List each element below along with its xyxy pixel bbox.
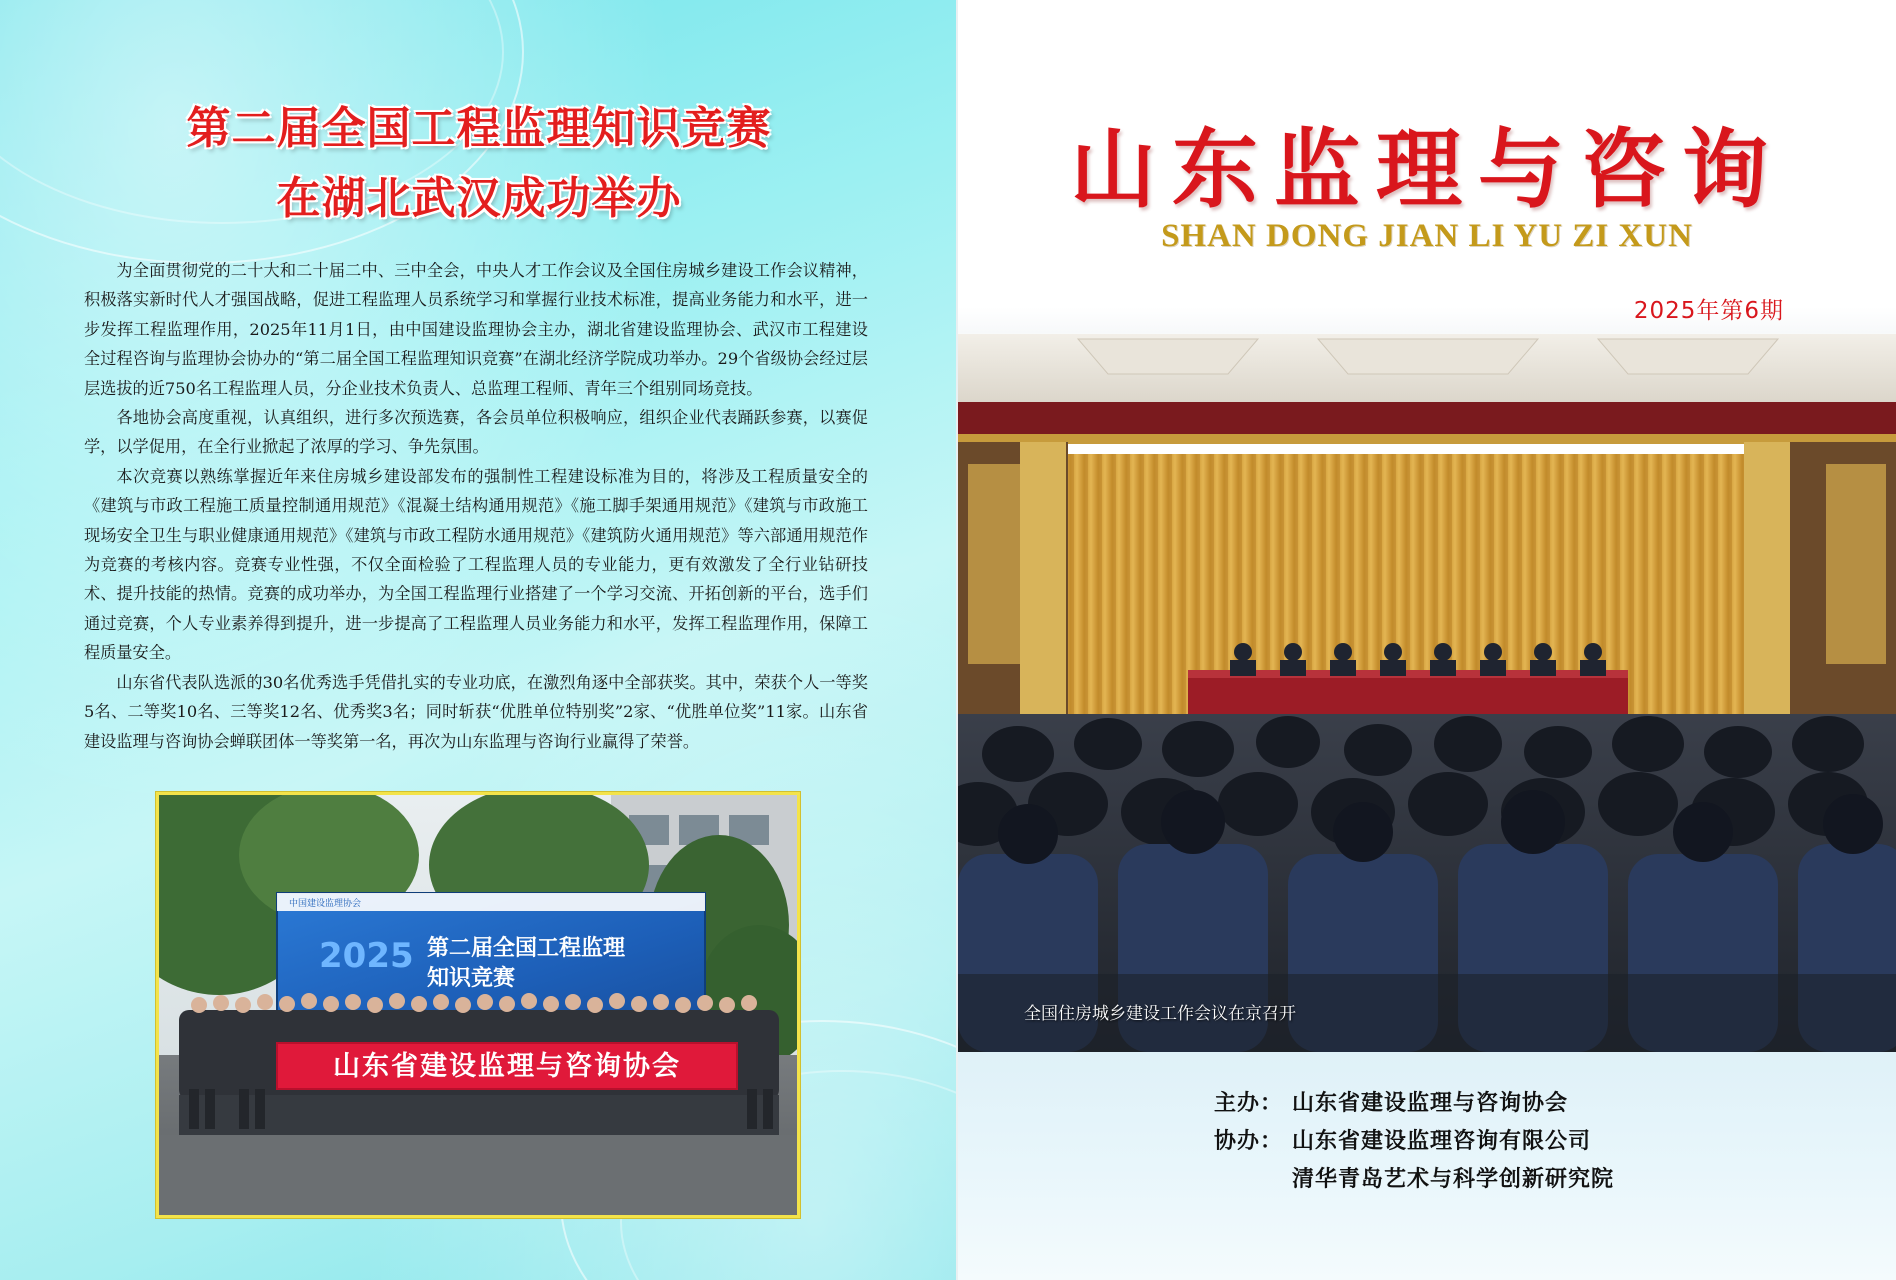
co-sponsor-name: 山东省建设监理咨询有限公司 bbox=[1292, 1128, 1592, 1154]
front-cover bbox=[958, 0, 1896, 1280]
article-paragraph: 本次竞赛以熟练掌握近年来住房城乡建设部发布的强制性工程建设标准为目的，将涉及工程质量安全的《建筑与市政工程施工质量控制通用规范》《混凝土结构通用规范》《施工脚手架通用规范》《建筑与市政施工现场安全卫生与职业健康通用规范》《建筑与市政工程防水通用规范》《建筑防火通用规范》等六部通用规范作为竞赛的考核内容。竞赛专业性强，不仅全面检验了工程监理人员的专业能力，更有效激发了全行业钻研技术、提升技能的热情。竞赛的成功举办，为全国工程监理行业搭建了一个学习交流、开拓创新的平台，选手们通过竞赛，个人专业素养得到提升，进一步提高了工程监理人员业务能力和水平，发挥工程监理作用，保障工程质量安全。 bbox=[84, 466, 868, 663]
issue-number: 2025年第6期 bbox=[1633, 298, 1784, 324]
board-year: 2025 bbox=[319, 936, 414, 976]
co-sponsor-name: 清华青岛艺术与科学创新研究院 bbox=[1292, 1166, 1615, 1192]
article-body bbox=[84, 256, 868, 756]
article-title-line2: 在湖北武汉成功举办 bbox=[276, 173, 682, 224]
board-title-line1: 第二届全国工程监理 bbox=[427, 936, 626, 961]
sponsor-name: 山东省建设监理与咨询协会 bbox=[1292, 1090, 1569, 1116]
co-sponsor-line bbox=[1214, 1124, 1591, 1155]
sponsor-line bbox=[1214, 1086, 1568, 1117]
board-org: 中国建设监理协会 bbox=[289, 899, 362, 909]
group-photo bbox=[156, 792, 800, 1218]
co-sponsor-line bbox=[1214, 1162, 1614, 1193]
article-paragraph: 为全面贯彻党的二十大和二十届二中、三中全会，中央人才工作会议及全国住房城乡建设工作会议精神，积极落实新时代人才强国战略，促进工程监理人员系统学习和掌握行业技术标准，提高业务能力和水平，进一步发挥工程监理作用，2025年11月1日，由中国建设监理协会主办，湖北省建设监理协会、武汉市工程建设全过程咨询与监理协会协办的“第二届全国工程监理知识竞赛”在湖北经济学院成功举办。29个省级协会经过层层选拔的近750名工程监理人员，分企业技术负责人、总监理工程师、青年三个组别同场竞技。 bbox=[84, 261, 868, 398]
photo-caption: 全国住房城乡建设工作会议在京召开 bbox=[1024, 1004, 1296, 1024]
conference-hall-illustration bbox=[958, 334, 1896, 1052]
group-photo-illustration bbox=[159, 795, 797, 1215]
magazine-title: 山东监理与咨询 bbox=[1070, 119, 1784, 220]
board-title-line2: 知识竞赛 bbox=[427, 966, 516, 991]
magazine-pinyin: SHAN DONG JIAN LI YU ZI XUN bbox=[1161, 218, 1693, 254]
article-paragraph: 山东省代表队选派的30名优秀选手凭借扎实的专业功底，在激烈角逐中全部获奖。其中，荣获个人一等奖5名、二等奖10名、三等奖12名、优秀奖3名；同时斩获“优胜单位特别奖”2家、“优胜单位奖”11家。山东省建设监理与咨询协会蝉联团体一等奖第一名，再次为山东监理与咨询行业赢得了荣誉。 bbox=[84, 672, 868, 751]
cover-photo bbox=[958, 334, 1896, 1052]
banner-text: 山东省建设监理与咨询协会 bbox=[333, 1051, 681, 1082]
co-sponsor-label: 协办： bbox=[1214, 1128, 1284, 1154]
article-title-line1: 第二届全国工程监理知识竞赛 bbox=[186, 103, 772, 154]
sponsor-label: 主办： bbox=[1214, 1090, 1284, 1116]
article-paragraph: 各地协会高度重视，认真组织，进行多次预选赛，各会员单位积极响应，组织企业代表踊跃参赛，以赛促学，以学促用，在全行业掀起了浓厚的学习、争先氛围。 bbox=[84, 408, 868, 457]
